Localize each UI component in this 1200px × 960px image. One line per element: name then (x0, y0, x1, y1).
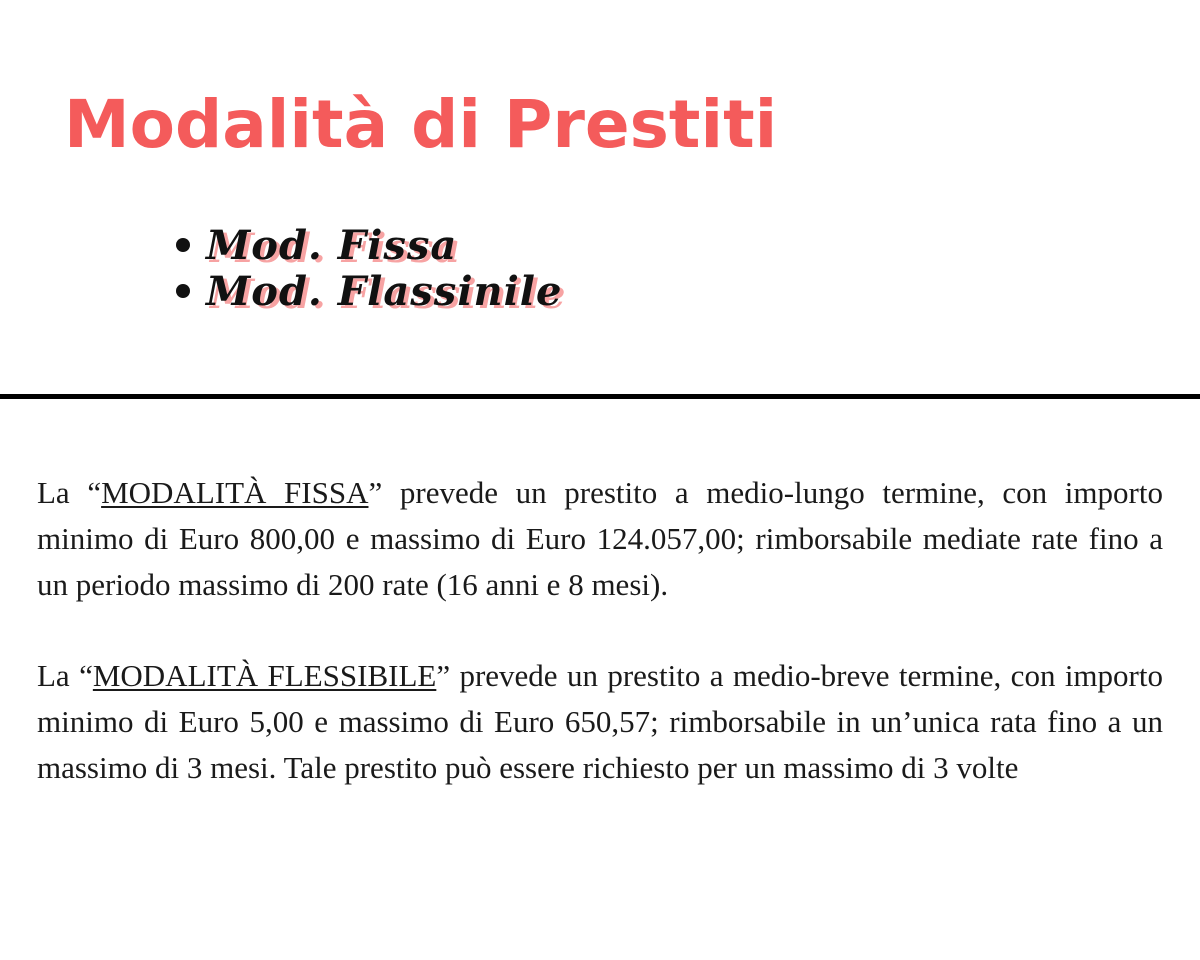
list-item (176, 268, 562, 314)
divider (0, 394, 1200, 399)
paragraph-body: ” prevede un prestito a medio-breve termine, con importo minimo di Euro 5,00 e massimo di Euro 650,57; rimborsabile in un’unica rata fino a un massimo di 3 mesi. Tale prestito può essere richiesto per un massimo di 3 volte (37, 658, 1163, 785)
bullet-icon (176, 284, 190, 298)
modality-label-fissa: Mod. Fissa (206, 221, 458, 269)
keyword-modalita-flessibile: MODALITÀ FLESSIBILE (92, 658, 437, 693)
paragraph-flessibile (37, 653, 1163, 791)
paragraph-prefix: La “ (37, 658, 93, 693)
paragraph-fissa (37, 470, 1163, 608)
list-item (176, 222, 562, 268)
bullet-icon (176, 238, 190, 252)
modalities-list (176, 222, 562, 314)
page-title: Modalità di Prestiti (64, 86, 778, 163)
paragraph-prefix: La “ (37, 475, 102, 510)
paragraph-body: ” prevede un prestito a medio-lungo termine, con importo minimo di Euro 800,00 e massimo di Euro 124.057,00; rimborsabile mediate rate fino a un periodo massimo di 200 rate (16 anni e 8 mesi). (37, 475, 1163, 602)
modality-label-flessibile: Mod. Flassinile (206, 267, 563, 315)
keyword-modalita-fissa: MODALITÀ FISSA (101, 475, 369, 510)
